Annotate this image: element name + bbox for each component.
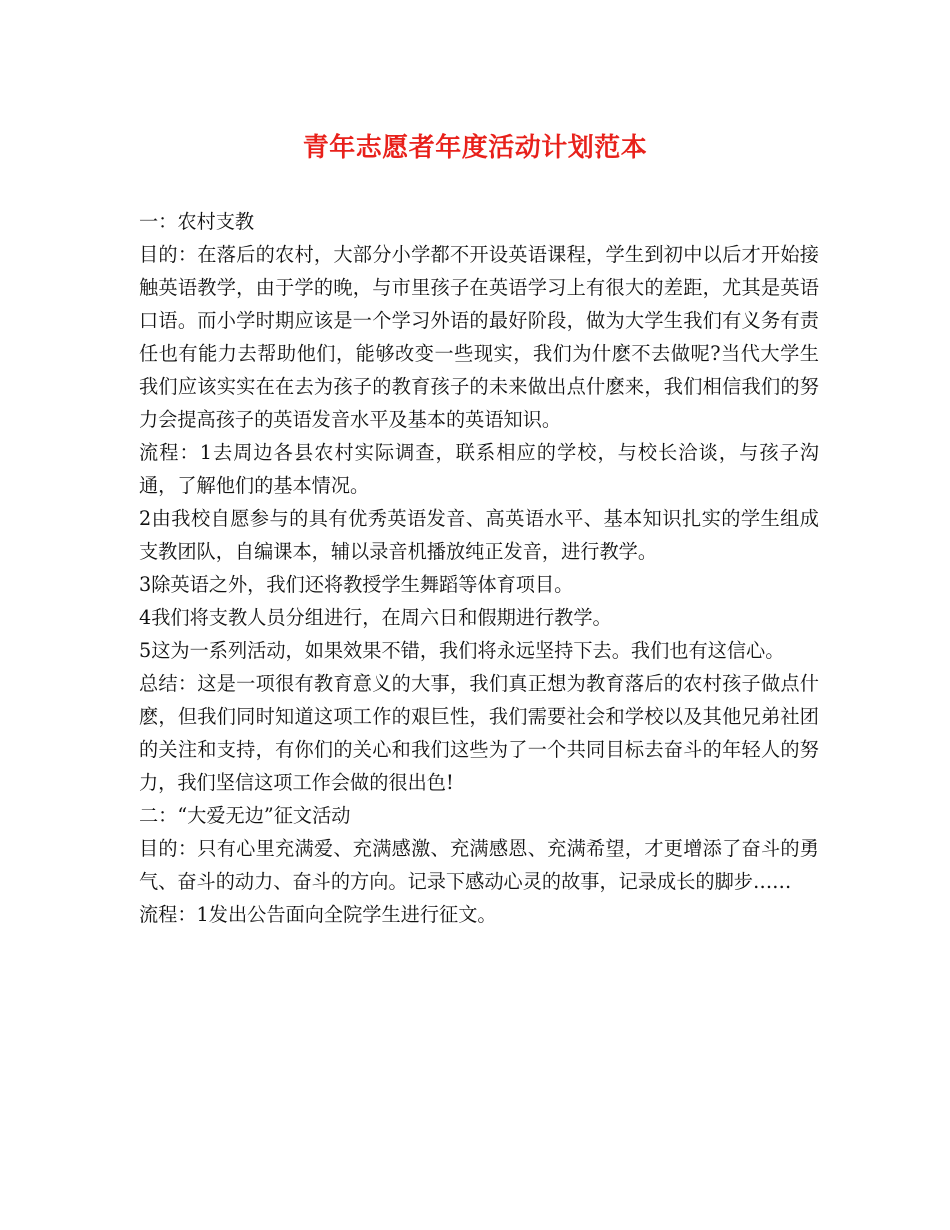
paragraph-process-step-3: 3除英语之外，我们还将教授学生舞蹈等体育项目。 [139,573,574,596]
paragraph-process-step-5: 5这为一系列活动，如果效果不错，我们将永远坚持下去。我们也有这信心。 [139,639,785,662]
section-heading-rural-teaching: 一：农村支教 [139,210,255,233]
paragraph-process-step-4: 4我们将支教人员分组进行，在周六日和假期进行教学。 [139,606,612,629]
document-body [139,205,819,931]
paragraph-process-step-2: 2由我校自愿参与的具有优秀英语发音、高英语水平、基本知识扎实的学生组成支教团队，自编课本，辅以录音机播放纯正发音，进行教学。 [139,507,819,563]
paragraph-process-essay-step-1: 流程：1发出公告面向全院学生进行征文。 [139,903,497,926]
section-heading-essay-contest: 二：“大爱无边”征文活动 [139,804,351,827]
paragraph-process-step-1: 流程：1去周边各县农村实际调查，联系相应的学校，与校长洽谈，与孩子沟通，了解他们的基本情况。 [139,441,819,497]
paragraph-purpose-rural-teaching: 目的：在落后的农村，大部分小学都不开设英语课程，学生到初中以后才开始接触英语教学，由于学的晚，与市里孩子在英语学习上有很大的差距，尤其是英语口语。而小学时期应该是一个学习外语的最好阶段，做为大学生我们有义务有责任也有能力去帮助他们，能够改变一些现实，我们为什麽不去做呢?当代大学生我们应该实实在在去为孩子的教育孩子的未来做出点什麽来，我们相信我们的努力会提高孩子的英语发音水平及基本的英语知识。 [139,243,819,431]
paragraph-summary: 总结：这是一项很有教育意义的大事，我们真正想为教育落后的农村孩子做点什麽，但我们同时知道这项工作的艰巨性，我们需要社会和学校以及其他兄弟社团的关注和支持，有你们的关心和我们这些为了一个共同目标去奋斗的年轻人的努力，我们坚信这项工作会做的很出色! [139,672,819,794]
document-title: 青年志愿者年度活动计划范本 [302,133,648,163]
paragraph-purpose-essay-contest: 目的：只有心里充满爱、充满感激、充满感恩、充满希望，才更增添了奋斗的勇气、奋斗的动力、奋斗的方向。记录下感动心灵的故事，记录成长的脚步…… [139,837,819,893]
